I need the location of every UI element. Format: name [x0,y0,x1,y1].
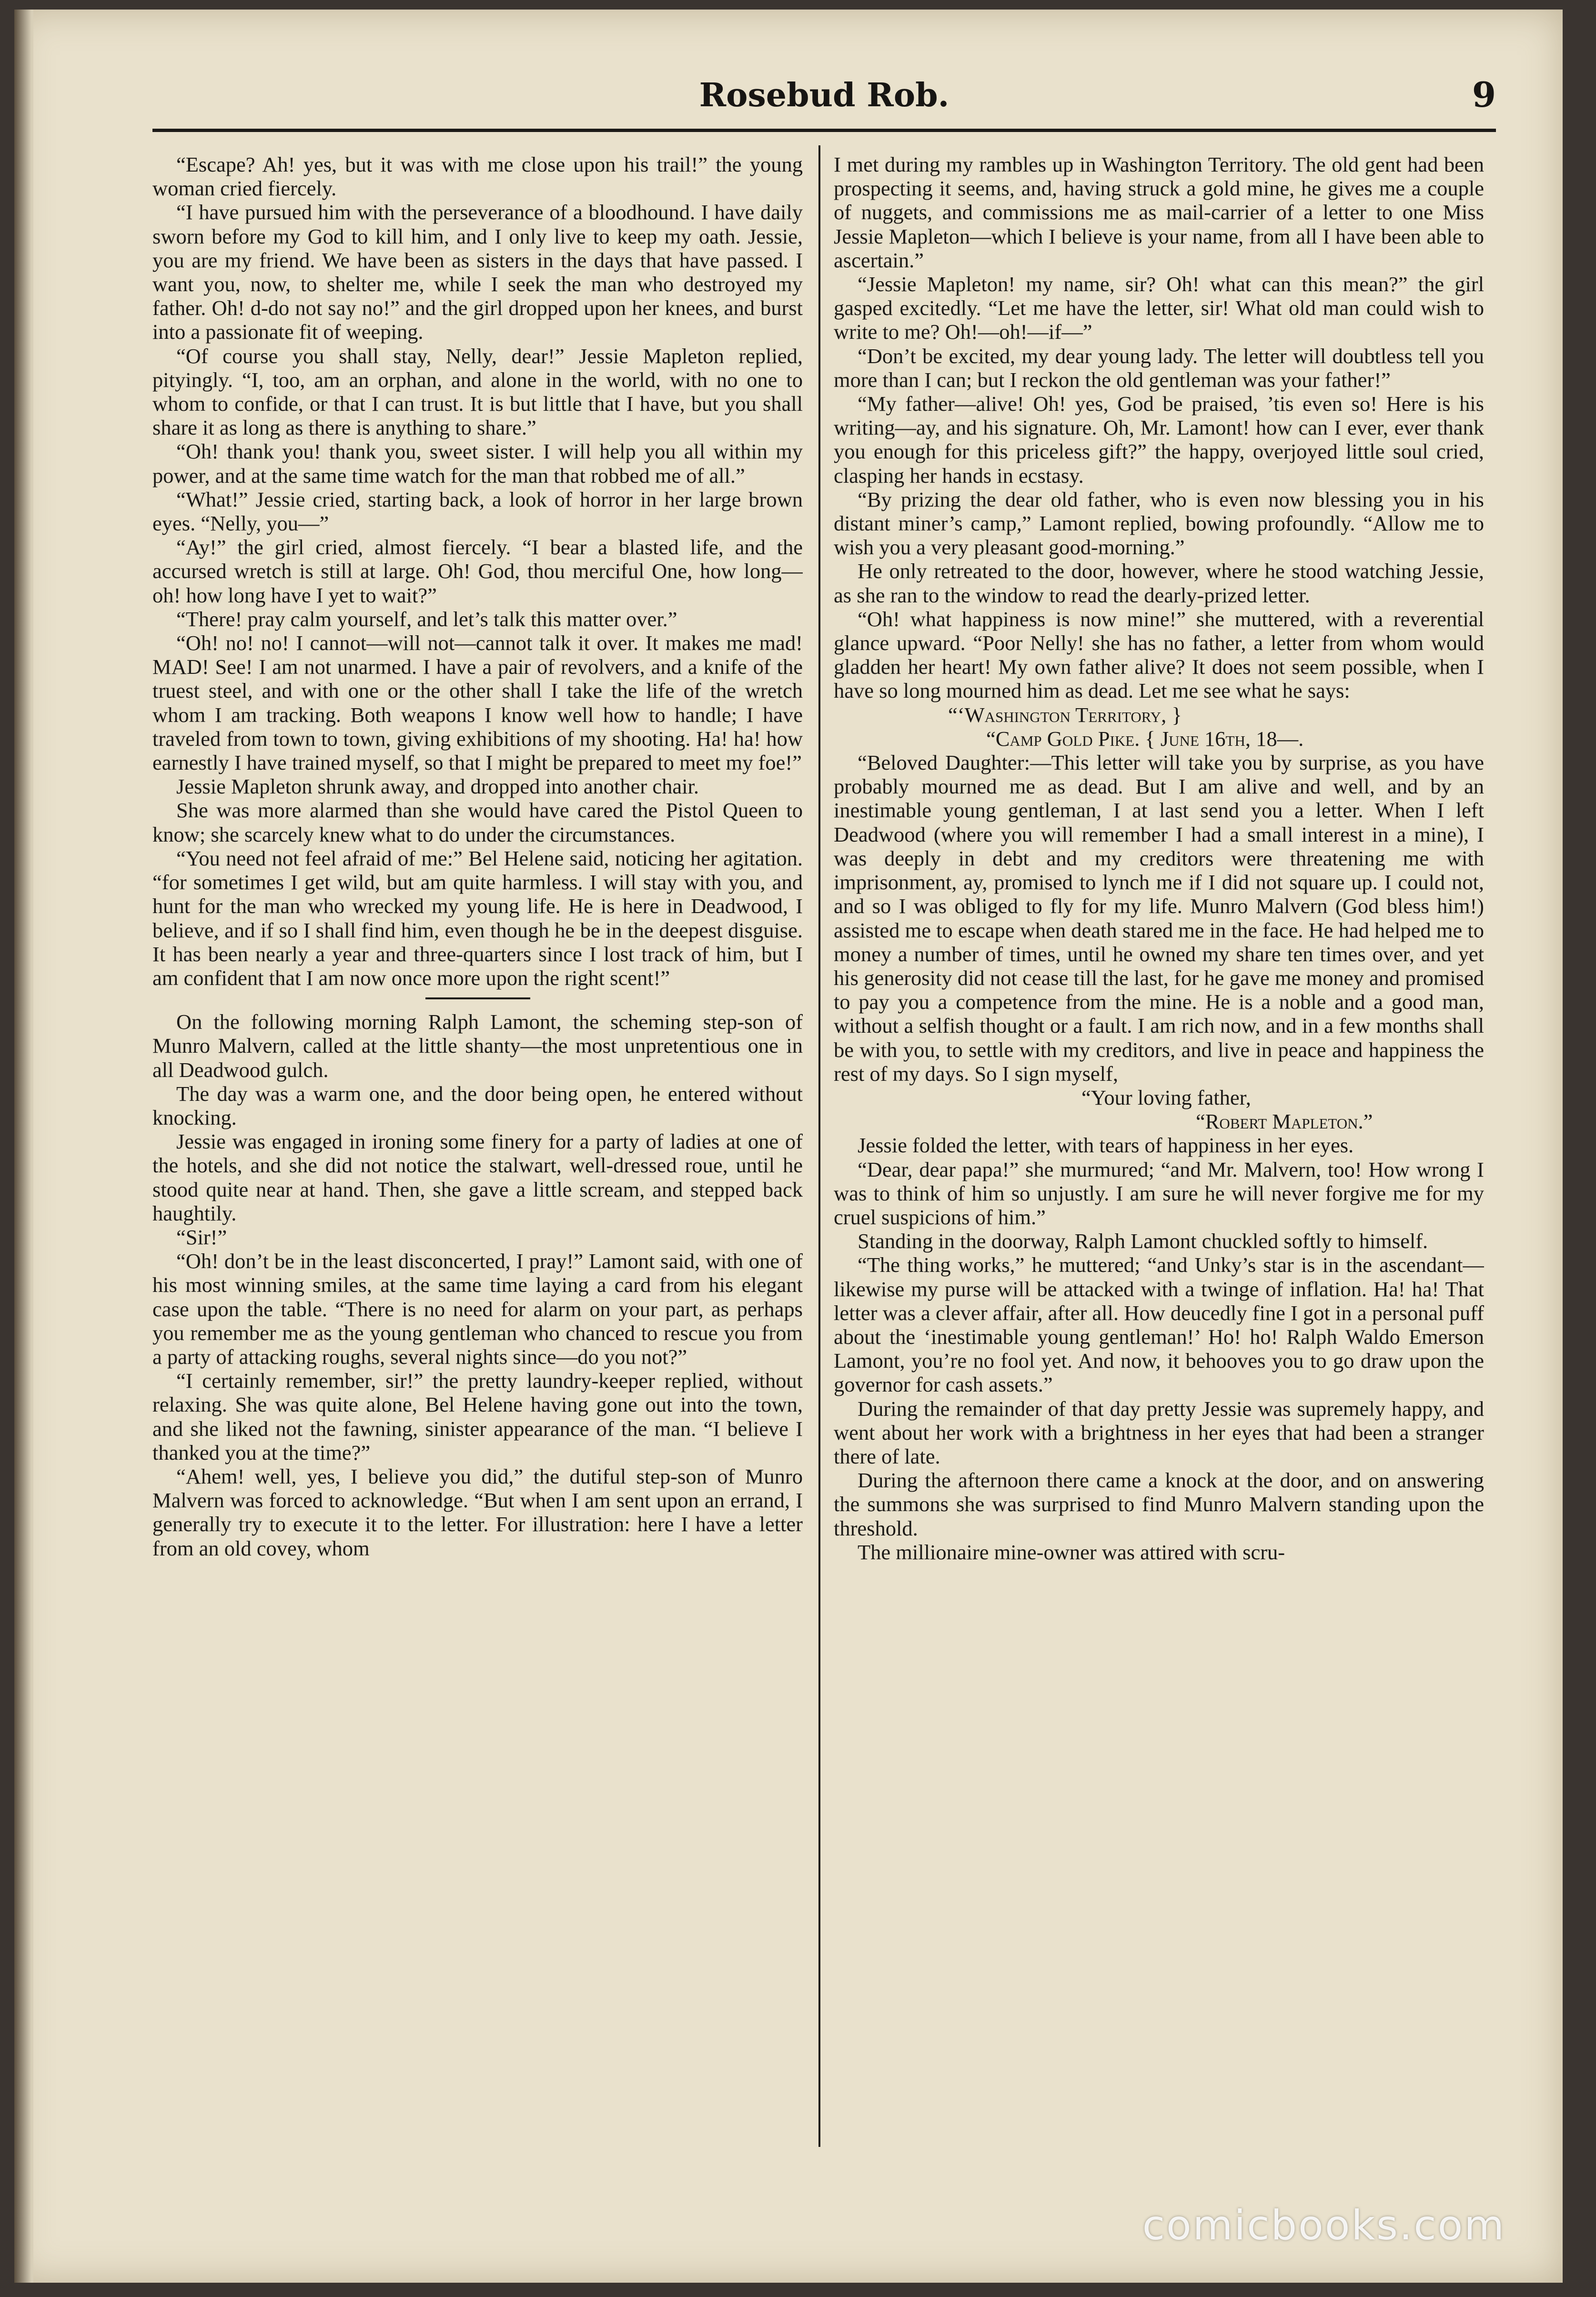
paragraph: “What!” Jessie cried, starting back, a look of horror in her large brown eyes. “Nelly, you—” [152,487,803,536]
paragraph: “There! pray calm yourself, and let’s talk this matter over.” [176,607,677,631]
paragraph: Jessie was engaged in ironing some finery for a party of ladies at one of the hotels, and she did not notice the stalwart, well-dressed roue, until he stood quite near at hand. Then, she gave a little scream, and stepped back haughtily. [152,1129,803,1225]
paragraph: “Beloved Daughter:—This letter will take you by surprise, as you have probably mourned me as dead. But I am alive and well, and by an inestimable young gentleman, I at last send you a letter. When I left Deadwood (where you will remember I had a small interest in a mine), I was deeply in debt and my creditors were threatening me with imprisonment, ay, promised to lynch me if I did not square up. I could not, and so I was obliged to fly for my life. Munro Malvern (God bless him!) assisted me to escape when death stared me in the face. He had helped me to money a number of times, until he owned my share ten times over, and yet his generosity did not cease till the last, for he gave me money and promised to pay you a competence from the mine. He is a noble and a good man, without a selfish thought or a fault. I am rich now, and in a few months shall be with you, to settle with my creditors, and live in peace and happiness the rest of my days. So I sign myself, [834,751,1484,1086]
column-divider [818,145,820,2147]
watermark-logo: comicbooks.com [1142,2202,1505,2249]
running-title: Rosebud Rob. [699,76,950,114]
paragraph: Standing in the doorway, Ralph Lamont chuckled softly to himself. [858,1229,1428,1253]
paragraph: “I have pursued him with the perseverance of a bloodhound. I have daily sworn before my God to kill him, and I only live to keep my oath. Jessie, you are my friend. We have been as sisters in the days that have passed. I want you, now, to shelter me, while I seek the man who destroyed my father. Oh! d-do not say no!” and the girl dropped upon her knees, and burst into a passionate fit of weeping. [152,200,803,344]
letter-heading-line: “‘Washington Territory, } [948,702,1182,727]
paragraph: The day was a warm one, and the door being open, he entered without knocking. [152,1081,803,1129]
paragraph: She was more alarmed than she would have cared the Pistol Queen to know; she scarcely knew what to do under the circumstances. [152,798,803,846]
paragraph: “Ay!” the girl cried, almost fiercely. “I bear a blasted life, and the accursed wretch is still at large. Oh! God, thou merciful One, how long—oh! how long have I yet to wait?” [152,535,803,607]
section-separator [425,997,530,999]
paragraph: “Oh! no! no! I cannot—will not—cannot talk it over. It makes me mad! MAD! See! I am not unarmed. I have a pair of revolvers, and a knife of the truest steel, and with one or the other shall I take the life of the wretch whom I am tracking. Both weapons I know well how to handle; I have traveled from town to town, giving exhibitions of my shooting. Ha! ha! how earnestly I have trained myself, so that I might be prepared to meet my foe!” [152,631,803,775]
page-header [152,71,1496,132]
page-number: 9 [1472,74,1496,115]
paragraph: “Don’t be excited, my dear young lady. The letter will doubtless tell you more than I can; but I reckon the old gentleman was your father!” [834,344,1484,392]
paragraph: The millionaire mine-owner was attired with scru- [858,1540,1285,1564]
paragraph: During the remainder of that day pretty Jessie was supremely happy, and went about her work with a brightness in her eyes that had been a stranger there of late. [834,1396,1484,1468]
paragraph: “Oh! what happiness is now mine!” she muttered, with a reverential glance upward. “Poor Nelly! she has no father, a letter from whom would gladden her heart! My own father alive? It does not seem possible, when I have so long mourned him as dead. Let me see what he says: [834,607,1484,703]
left-text-column [152,152,803,2121]
page-binding-edge [14,10,33,2283]
paragraph: “The thing works,” he muttered; “and Unky’s star is in the ascendant—likewise my purse will be attacked with a twinge of inflation. Ha! ha! That letter was a clever affair, after all. How deucedly fine I got in a personal puff about the ‘inestimable young gentleman!’ Ho! ho! Ralph Waldo Emerson Lamont, you’re no fool yet. And now, it behooves you to go draw upon the governor for cash assets.” [834,1253,1484,1397]
paragraph: “Sir!” [176,1225,227,1249]
paragraph: During the afternoon there came a knock at the door, and on answering the summons she was surprised to find Munro Malvern standing upon the threshold. [834,1468,1484,1540]
paragraph: “Escape? Ah! yes, but it was with me close upon his trail!” the young woman cried fiercely. [152,152,803,201]
paragraph: “Jessie Mapleton! my name, sir? Oh! what can this mean?” the girl gasped excitedly. “Let me have the letter, sir! What old man could wish to write to me? Oh!—oh!—if—” [834,272,1484,344]
paragraph: Jessie Mapleton shrunk away, and dropped into another chair. [176,774,699,799]
paragraph: He only retreated to the door, however, where he stood watching Jessie, as she ran to the window to read the dearly-prized letter. [834,559,1484,607]
paragraph: “You need not feel afraid of me:” Bel Helene said, noticing her agitation. “for sometimes I get wild, but am quite harmless. I will stay with you, and hunt for the man who wrecked my young life. He is here in Deadwood, I believe, and if so I shall find him, even though he be in the deepest disguise. It has been nearly a year and three-quarters since I lost track of him, but I am confident that I am now once more upon the right scent!” [152,846,803,990]
paragraph: “Of course you shall stay, Nelly, dear!” Jessie Mapleton replied, pityingly. “I, too, am an orphan, and alone in the world, with no one to whom to confide, or that I can trust. It is but little that I have, but you shall share it as long as there is anything to share.” [152,344,803,440]
paragraph: I met during my rambles up in Washington Territory. The old gent had been prospecting it seems, and, having struck a gold mine, he gives me a couple of nuggets, and commissions me as mail-carrier of a letter to one Miss Jessie Mapleton—which I believe is your name, from all I have been able to ascertain.” [834,152,1484,272]
paragraph: “My father—alive! Oh! yes, God be praised, ’tis even so! Here is his writing—ay, and his signature. Oh, Mr. Lamont! how can I ever, ever thank you enough for this priceless gift?” the happy, overjoyed little soul cried, clasping her hands in ecstasy. [834,392,1484,488]
letter-closing: “Your loving father, [1081,1085,1251,1109]
paragraph: “Ahem! well, yes, I believe you did,” the dutiful step-son of Munro Malvern was forced to acknowledge. “But when I am sent upon an errand, I generally try to execute it to the letter. For illustration: here I have a letter from an old covey, whom [152,1464,803,1560]
paragraph: On the following morning Ralph Lamont, the scheming step-son of Munro Malvern, called at the little shanty—the most unpretentious one in all Deadwood gulch. [152,1010,803,1082]
paragraph: “Oh! thank you! thank you, sweet sister. I will help you all within my power, and at the same time watch for the man that robbed me of all.” [152,439,803,488]
letter-heading-line: “Camp Gold Pike. { June 16th, 18—. [986,726,1304,751]
paragraph: “Dear, dear papa!” she murmured; “and Mr. Malvern, too! How wrong I was to think of him so unjustly. I am sure he will never forgive me for my cruel suspicions of him.” [834,1157,1484,1229]
paragraph: “Oh! don’t be in the least disconcerted, I pray!” Lamont said, with one of his most winning smiles, at the same time laying a card from his elegant case upon the table. “There is no need for alarm on your part, as perhaps you remember me as the young gentleman who chanced to rescue you from a party of attacking roughs, several nights since—do you not?” [152,1249,803,1369]
paragraph: “By prizing the dear old father, who is even now blessing you in his distant miner’s camp,” Lamont replied, bowing profoundly. “Allow me to wish you a very pleasant good-morning.” [834,487,1484,559]
paragraph: “I certainly remember, sir!” the pretty laundry-keeper replied, without relaxing. She was quite alone, Bel Helene having gone out into the town, and she liked not the fawning, sinister appearance of the man. “I believe I thanked you at the time?” [152,1369,803,1464]
letter-signature: “Robert Mapleton.” [1196,1109,1373,1134]
book-page [14,10,1563,2283]
right-text-column [834,152,1484,2121]
paragraph: Jessie folded the letter, with tears of happiness in her eyes. [858,1133,1354,1158]
